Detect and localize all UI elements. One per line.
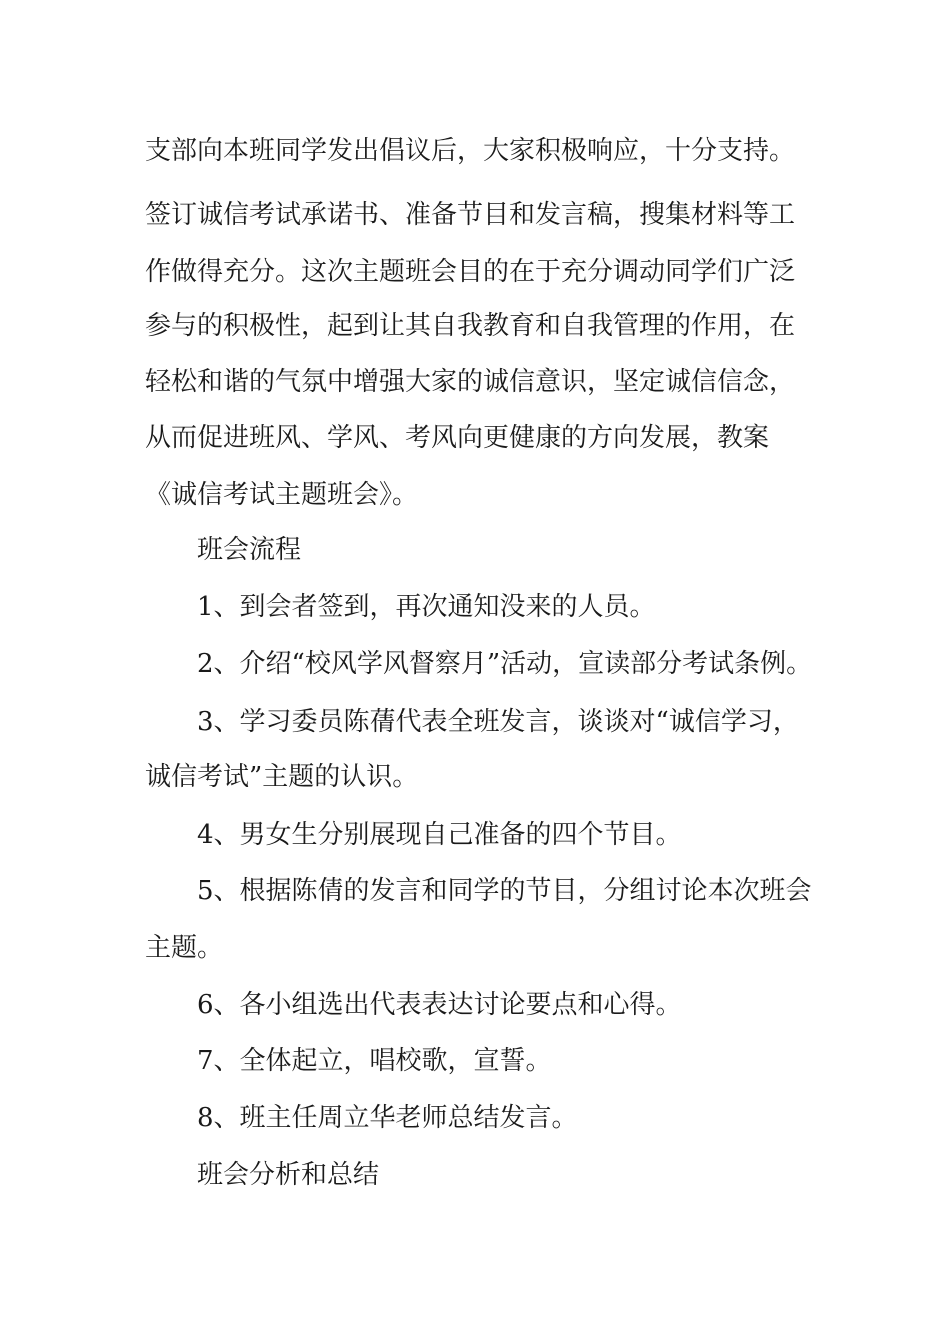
paragraph-line: 签订诚信考试承诺书、准备节目和发言稿，搜集材料等工	[145, 200, 796, 230]
list-item: 8、班主任周立华老师总结发言。	[197, 1103, 578, 1133]
list-item: 6、各小组选出代表表达讨论要点和心得。	[197, 990, 682, 1020]
paragraph-line: 《诚信考试主题班会》。	[145, 480, 419, 510]
section-heading: 班会流程	[197, 535, 302, 565]
list-item: 7、全体起立，唱校歌，宣誓。	[197, 1046, 552, 1076]
list-item: 4、男女生分别展现自己准备的四个节目。	[197, 820, 682, 850]
list-item-continuation: 诚信考试”主题的认识。	[145, 762, 419, 792]
list-item: 1、到会者签到，再次通知没来的人员。	[197, 592, 656, 622]
list-item: 3、学习委员陈蒨代表全班发言，谈谈对“诚信学习，	[197, 707, 799, 737]
paragraph-line: 参与的积极性，起到让其自我教育和自我管理的作用，在	[145, 311, 796, 341]
list-item-continuation: 主题。	[145, 933, 224, 963]
list-item: 5、根据陈倩的发言和同学的节目，分组讨论本次班会	[197, 876, 812, 906]
list-item: 2、介绍“校风学风督察月”活动，宣读部分考试条例。	[197, 649, 813, 679]
paragraph-line: 从而促进班风、学风、考风向更健康的方向发展，教案	[145, 423, 770, 453]
paragraph-line: 支部向本班同学发出倡议后，大家积极响应，十分支持。	[145, 136, 796, 166]
paragraph-line: 轻松和谐的气氛中增强大家的诚信意识，坚定诚信信念，	[145, 367, 796, 397]
section-heading: 班会分析和总结	[197, 1160, 380, 1190]
paragraph-line: 作做得充分。这次主题班会目的在于充分调动同学们广泛	[145, 257, 796, 287]
